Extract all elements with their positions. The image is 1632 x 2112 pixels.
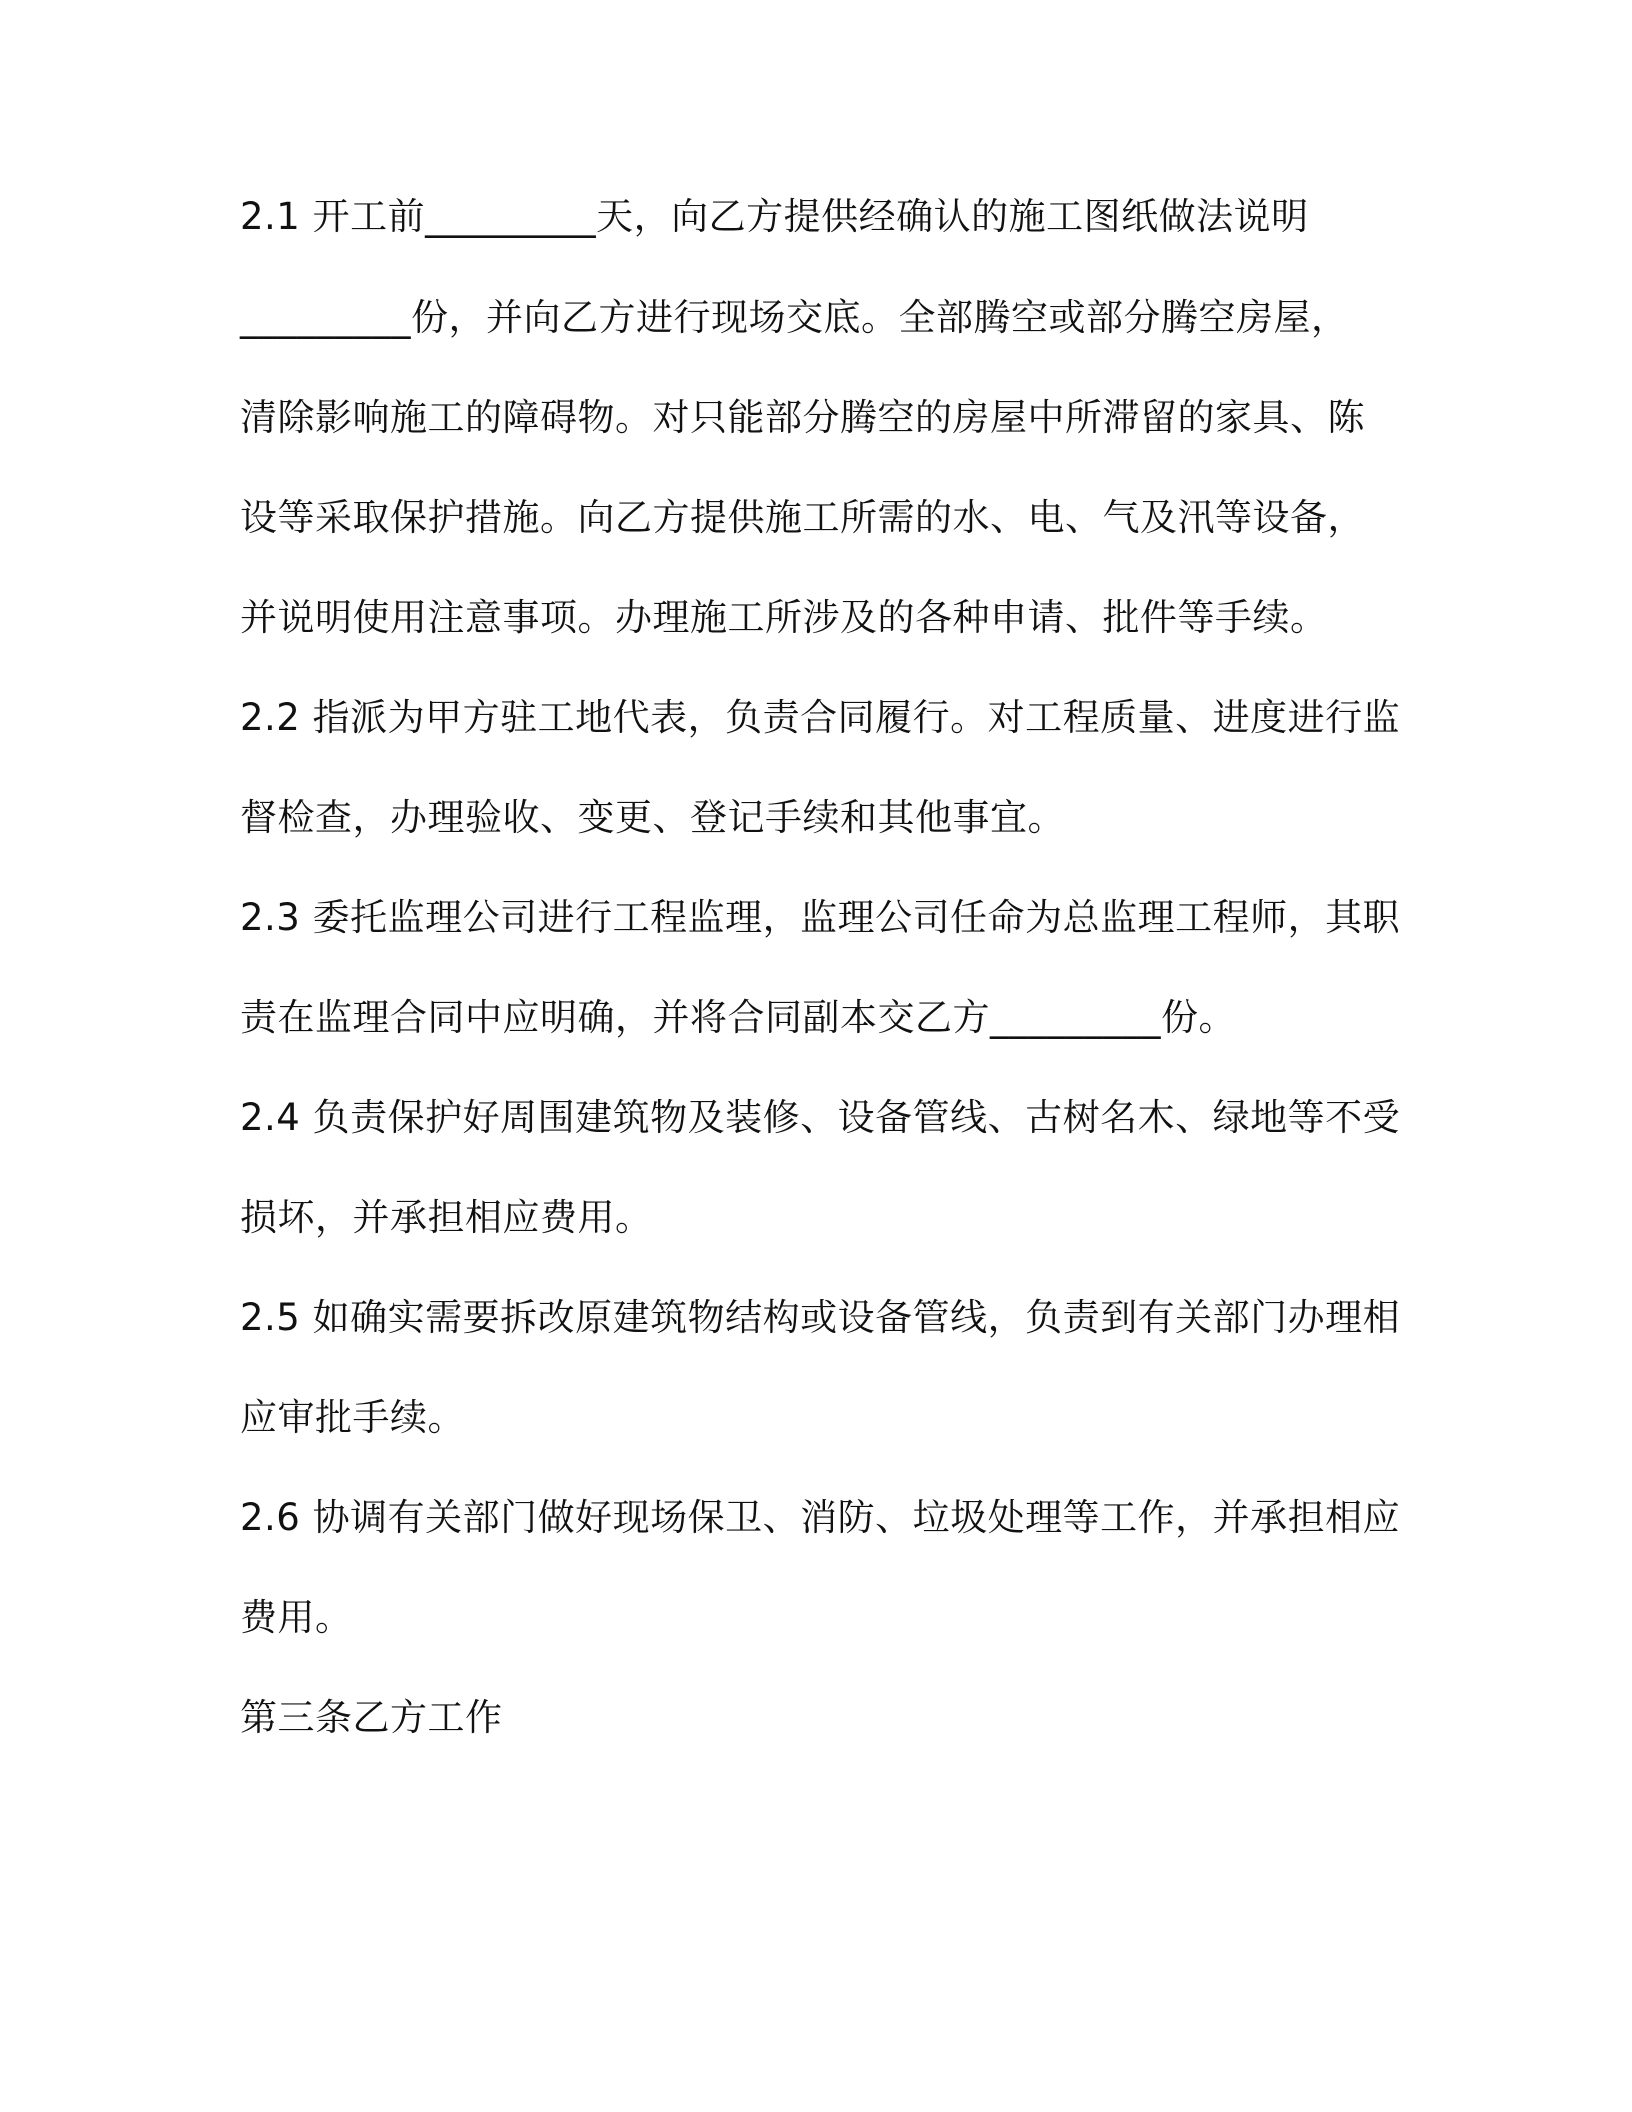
text-line: 2.5 如确实需要拆改原建筑物结构或设备管线，负责到有关部门办理相 (240, 1296, 1401, 1339)
text-line: 督检查，办理验收、变更、登记手续和其他事宜。 (240, 796, 1065, 839)
text-line: 清除影响施工的障碍物。对只能部分腾空的房屋中所滞留的家具、陈 (240, 396, 1365, 439)
text-line: 2.1 开工前_________天，向乙方提供经确认的施工图纸做法说明 (240, 195, 1309, 238)
text-line: 2.2 指派为甲方驻工地代表，负责合同履行。对工程质量、进度进行监 (240, 696, 1401, 739)
text-line: 责在监理合同中应明确，并将合同副本交乙方_________份。 (240, 996, 1236, 1039)
text-line: 并说明使用注意事项。办理施工所涉及的各种申请、批件等手续。 (240, 596, 1328, 639)
text-line: 损坏，并承担相应费用。 (240, 1196, 653, 1239)
section-heading: 第三条乙方工作 (240, 1696, 503, 1739)
text-line: 2.6 协调有关部门做好现场保卫、消防、垃圾处理等工作，并承担相应 (240, 1496, 1401, 1539)
text-line: 设等采取保护措施。向乙方提供施工所需的水、电、气及汛等设备， (240, 496, 1365, 539)
text-line: 费用。 (240, 1596, 353, 1639)
text-line: 2.3 委托监理公司进行工程监理，监理公司任命为总监理工程师，其职 (240, 896, 1401, 939)
text-line: 2.4 负责保护好周围建筑物及装修、设备管线、古树名木、绿地等不受 (240, 1096, 1401, 1139)
text-line: _________份，并向乙方进行现场交底。全部腾空或部分腾空房屋， (240, 296, 1349, 339)
text-line: 应审批手续。 (240, 1396, 465, 1439)
